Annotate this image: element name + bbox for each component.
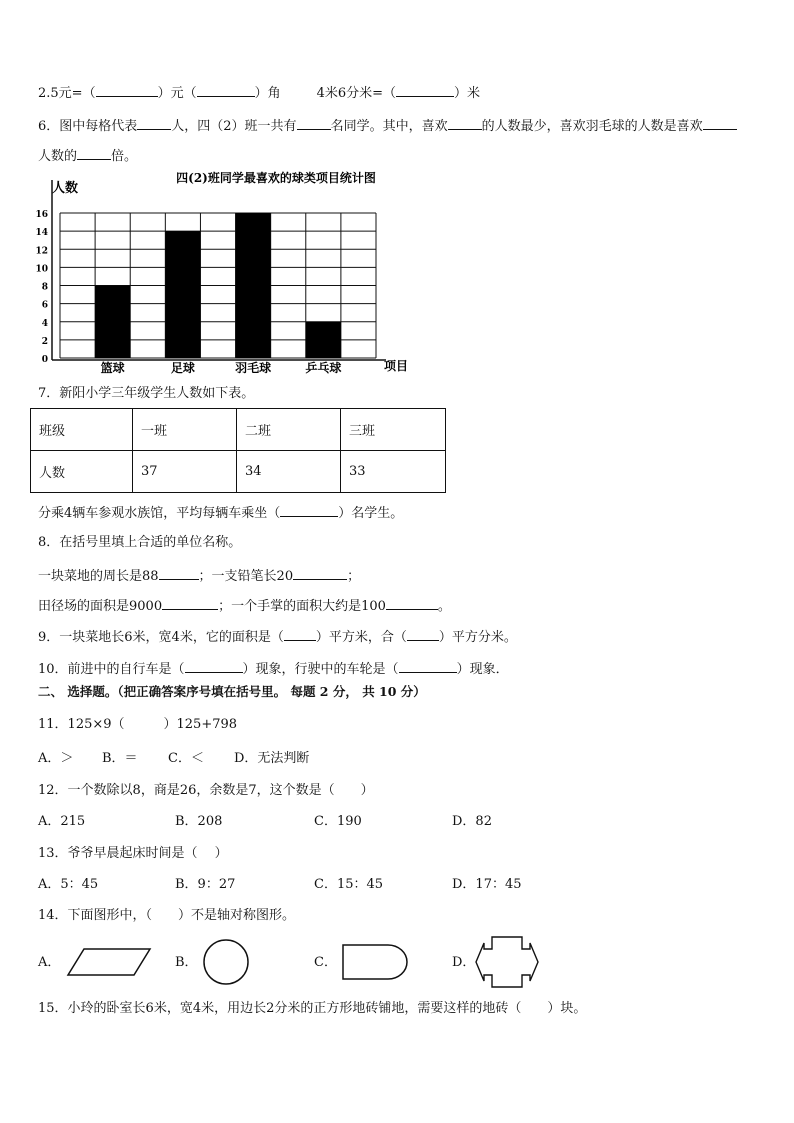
q9-text: ）平方米，合（	[315, 630, 407, 645]
chart-title: 四(2)班同学最喜欢的球类项目统计图	[176, 171, 376, 185]
q13-option-b[interactable]: B．9：27	[175, 877, 236, 892]
q10-text: ）现象，行驶中的车轮是（	[242, 662, 399, 677]
table-cell: 二班	[237, 409, 341, 451]
q6-blank-4[interactable]	[703, 115, 737, 130]
q14-option-a[interactable]: A．	[38, 955, 61, 970]
q12-option-c[interactable]: C．190	[314, 814, 362, 829]
q10-text: 10．前进中的自行车是（	[38, 662, 185, 677]
q14-stem: 14．下面图形中，（ ）不是轴对称图形。	[38, 908, 296, 923]
q9-line	[38, 626, 517, 647]
q10-line	[38, 658, 509, 679]
q8-blank-4[interactable]	[386, 595, 438, 610]
chart-bar	[306, 322, 341, 358]
chart-y-tick-label: 2	[41, 336, 48, 347]
q11-option-c[interactable]: C．＜	[168, 751, 204, 766]
table-cell: 37	[133, 451, 237, 493]
chart-category-label: 篮球	[100, 361, 125, 375]
circle-shape	[200, 938, 252, 986]
chart-x-axis-label: 项目	[384, 359, 409, 373]
q6-line-1	[38, 115, 737, 136]
q5-text-a: 2.5元=（	[38, 86, 96, 101]
q7-after	[38, 502, 403, 523]
table-row	[31, 451, 446, 493]
q7-after-text-1: 分乘4辆车参观水族馆，平均每辆车乘坐（	[38, 506, 281, 521]
chart-y-tick-label: 4	[41, 318, 48, 329]
q11-option-b[interactable]: B．＝	[102, 751, 138, 766]
class-size-table	[30, 408, 446, 493]
q7-after-text-2: ）名学生。	[338, 506, 404, 521]
q12-option-d[interactable]: D．82	[452, 814, 492, 829]
q9-blank-1[interactable]	[284, 626, 316, 641]
q8-blank-3[interactable]	[162, 595, 218, 610]
q8-line-2	[38, 595, 451, 616]
q8-text: ；一支铅笔长20	[198, 569, 294, 584]
q5-blank-3[interactable]	[396, 82, 454, 97]
arch-shape	[340, 942, 412, 982]
q8-text: 一块菜地的周长是88	[38, 569, 159, 584]
q8-text: 。	[437, 599, 451, 614]
q8-text: 田径场的面积是9000	[38, 599, 163, 614]
table-cell: 一班	[133, 409, 237, 451]
q6-blank-3[interactable]	[448, 115, 482, 130]
q10-text: ）现象．	[456, 662, 509, 677]
q5-text-b: ）元（	[157, 86, 197, 101]
chart-bar	[95, 286, 130, 359]
section-heading: 二、 选择题。（把正确答案序号填在括号里。 每题 2 分， 共 10 分）	[38, 684, 426, 699]
q6-line-2	[38, 145, 137, 166]
chart-y-tick-label: 16	[35, 210, 48, 220]
q6-text-6: 倍。	[111, 149, 138, 164]
chart-y-axis-label: 人数	[52, 181, 79, 196]
chart-y-tick-label: 8	[41, 282, 48, 293]
chart-category-label: 足球	[170, 361, 195, 375]
q14-option-d[interactable]: D．	[452, 955, 476, 970]
q5-text-d: 4米6分米=（	[316, 86, 397, 101]
table-cell: 三班	[341, 409, 446, 451]
q8-text: ；一个手掌的面积大约是100	[218, 599, 386, 614]
q11-option-d[interactable]: D．无法判断	[234, 751, 310, 766]
chart-y-tick-label: 6	[41, 300, 48, 311]
bar-chart	[28, 166, 428, 378]
q12-stem: 12．一个数除以8，商是26，余数是7，这个数是（ ）	[38, 783, 374, 798]
parallelogram-shape	[64, 945, 154, 979]
q9-text: 9．一块菜地长6米，宽4米，它的面积是（	[38, 630, 284, 645]
q6-text-1: 6．图中每格代表	[38, 119, 138, 134]
q6-text-5: 人数的	[38, 149, 78, 164]
chart-y-ticks	[35, 210, 48, 365]
chart-x-categories	[101, 360, 342, 375]
q9-blank-2[interactable]	[407, 626, 439, 641]
q8-title: 8．在括号里填上合适的单位名称。	[38, 535, 242, 550]
chart-category-label: 乒乓球	[305, 361, 342, 375]
q11-stem: 11．125×9（ ）125+798	[38, 717, 238, 732]
cross-arrow-shape	[474, 935, 540, 989]
chart-y-tick-label: 12	[35, 246, 48, 257]
q12-option-a[interactable]: A．215	[38, 814, 86, 829]
q5-blank-1[interactable]	[96, 82, 158, 97]
chart-y-tick-label: 0	[41, 355, 48, 365]
q5-text-c: ）角	[254, 86, 281, 101]
q8-blank-1[interactable]	[159, 565, 199, 580]
q13-option-d[interactable]: D．17：45	[452, 877, 522, 892]
q10-blank-1[interactable]	[185, 658, 243, 673]
q6-blank-2[interactable]	[297, 115, 331, 130]
q13-option-a[interactable]: A．5：45	[38, 877, 99, 892]
q7-blank[interactable]	[280, 502, 338, 517]
q6-text-4: 的人数最少，喜欢羽毛球的人数是喜欢	[481, 119, 703, 134]
q8-text: ；	[347, 569, 361, 584]
q8-line-1	[38, 565, 360, 586]
q6-text-2: 人，四（2）班一共有	[171, 119, 297, 134]
chart-y-tick-label: 14	[35, 228, 48, 239]
q14-option-c[interactable]: C．	[314, 955, 337, 970]
q5-line	[38, 82, 480, 103]
table-cell: 34	[237, 451, 341, 493]
q9-text: ）平方分米。	[438, 630, 517, 645]
q6-blank-1[interactable]	[137, 115, 171, 130]
q7-title: 7．新阳小学三年级学生人数如下表。	[38, 386, 255, 401]
table-cell: 33	[341, 451, 446, 493]
q10-blank-2[interactable]	[399, 658, 457, 673]
q13-stem: 13．爷爷早晨起床时间是（ ）	[38, 846, 228, 861]
q5-text-e: ）米	[454, 86, 481, 101]
chart-bar	[165, 231, 200, 358]
table-cell: 班级	[31, 409, 133, 451]
q6-text-3: 名同学。其中，喜欢	[330, 119, 448, 134]
q15-stem: 15．小玲的卧室长6米，宽4米，用边长2分米的正方形地砖铺地，需要这样的地砖（ ）块。	[38, 1001, 587, 1016]
q12-option-b[interactable]: B．208	[175, 814, 223, 829]
chart-bar	[236, 213, 271, 358]
table-row	[31, 409, 446, 451]
q6-blank-5[interactable]	[77, 145, 111, 160]
q11-option-a[interactable]: A．＞	[38, 751, 74, 766]
q14-option-b[interactable]: B．	[175, 955, 198, 970]
chart-y-tick-label: 10	[35, 264, 48, 275]
chart-category-label: 羽毛球	[235, 361, 272, 375]
q8-blank-2[interactable]	[293, 565, 347, 580]
q13-option-c[interactable]: C．15：45	[314, 877, 384, 892]
table-cell: 人数	[31, 451, 133, 493]
q5-blank-2[interactable]	[197, 82, 255, 97]
